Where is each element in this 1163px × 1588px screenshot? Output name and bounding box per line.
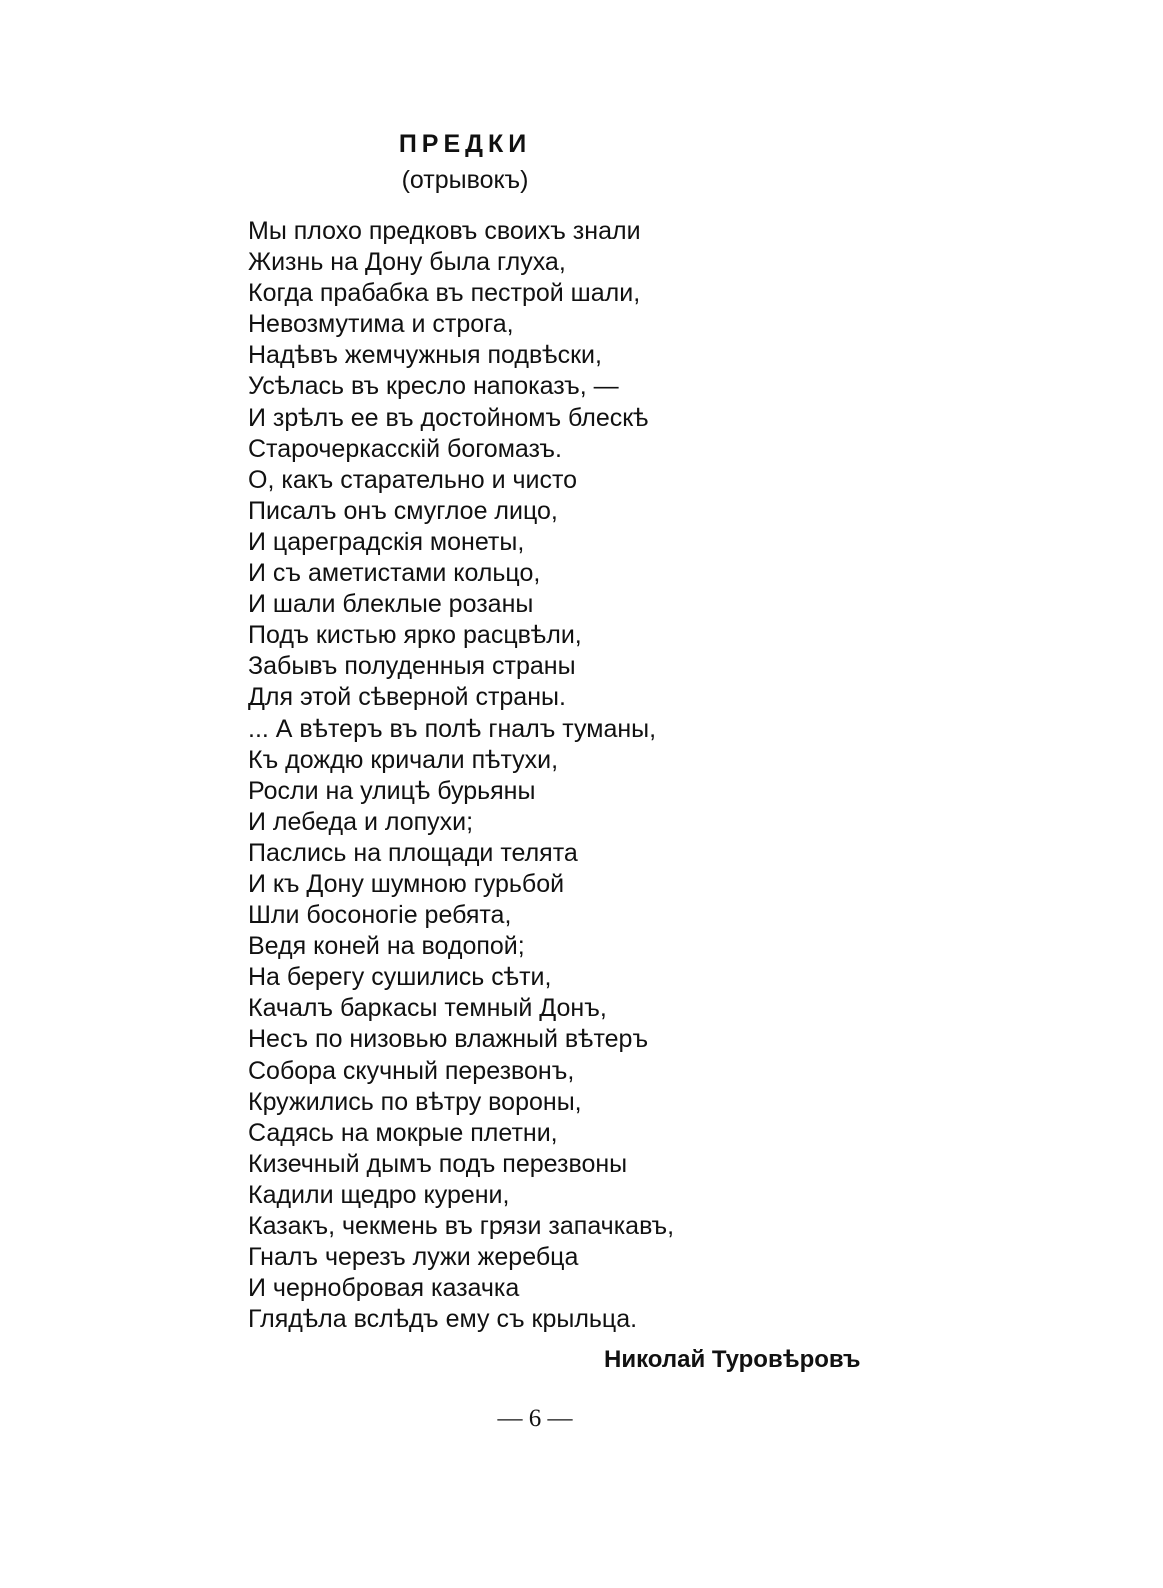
poem-line: Гналъ черезъ лужи жеребца: [248, 1243, 579, 1272]
poem-line: Надѣвъ жемчужныя подвѣски,: [248, 341, 602, 370]
poem-line: И зрѣлъ ее въ достойномъ блескѣ: [248, 403, 649, 432]
poem-line: Шли босоногіе ребята,: [248, 901, 512, 930]
poem-line: ... А вѣтеръ въ полѣ гналъ туманы,: [248, 714, 657, 743]
poem-line: Когда прабабка въ пестрой шали,: [248, 279, 641, 308]
poem-line: Собора скучный перезвонъ,: [248, 1056, 575, 1085]
poem-line: Ведя коней на водопой;: [248, 932, 525, 961]
poem-line: Казакъ, чекмень въ грязи запачкавъ,: [248, 1212, 675, 1240]
poem-body: [248, 216, 674, 1335]
poem-line: Жизнь на Дону была глуха,: [248, 248, 566, 277]
poem-line: Къ дождю кричали пѣтухи,: [248, 745, 559, 774]
poem-line: Кизечный дымъ подъ перезвоны: [248, 1149, 628, 1178]
poem-line: Невозмутима и строга,: [248, 310, 514, 339]
poem-line: Глядѣла вслѣдъ ему съ крыльца.: [248, 1305, 638, 1334]
poem-line: И чернобровая казачка: [248, 1274, 520, 1303]
poem-line: И къ Дону шумною гурьбой: [248, 869, 565, 898]
poem-line: Паслись на площади телята: [248, 838, 578, 867]
poem-line: О, какъ старательно и чисто: [248, 465, 578, 494]
poem-line: Усѣлась въ кресло напоказъ, —: [248, 372, 619, 401]
poem-line: Для этой сѣверной страны.: [248, 683, 566, 712]
poem-line: И шали блеклые розаны: [248, 590, 534, 619]
poem-line: Писалъ онъ смуглое лицо,: [248, 496, 558, 525]
poem-line: И цареградскія монеты,: [248, 527, 525, 556]
poem-line: На берегу сушились сѣти,: [248, 963, 552, 992]
poem-line: Кадили щедро курени,: [248, 1180, 510, 1209]
page-number: — 6 —: [497, 1405, 573, 1432]
poem-line: Подъ кистью ярко расцвѣли,: [248, 621, 582, 650]
poem-line: Качалъ баркасы темный Донъ,: [248, 994, 607, 1023]
poem-line: И съ аметистами кольцо,: [248, 559, 541, 588]
poem-line: Кружились по вѣтру вороны,: [248, 1087, 582, 1116]
poem-line: Несъ по низовью влажный вѣтеръ: [248, 1025, 649, 1054]
poem-line: Садясь на мокрые плетни,: [248, 1118, 558, 1147]
poem-line: Старочеркасскій богомазъ.: [248, 434, 563, 463]
poem-line: Мы плохо предковъ своихъ знали: [248, 217, 641, 245]
author-signature: Николай Туровѣровъ: [604, 1346, 861, 1373]
poem-title: ПРЕДКИ: [398, 130, 532, 158]
poem-subtitle: (отрывокъ): [401, 166, 529, 194]
poem-line: Забывъ полуденныя страны: [248, 652, 576, 681]
poem-line: Росли на улицѣ бурьяны: [248, 776, 536, 805]
poem-line: И лебеда и лопухи;: [248, 807, 474, 836]
